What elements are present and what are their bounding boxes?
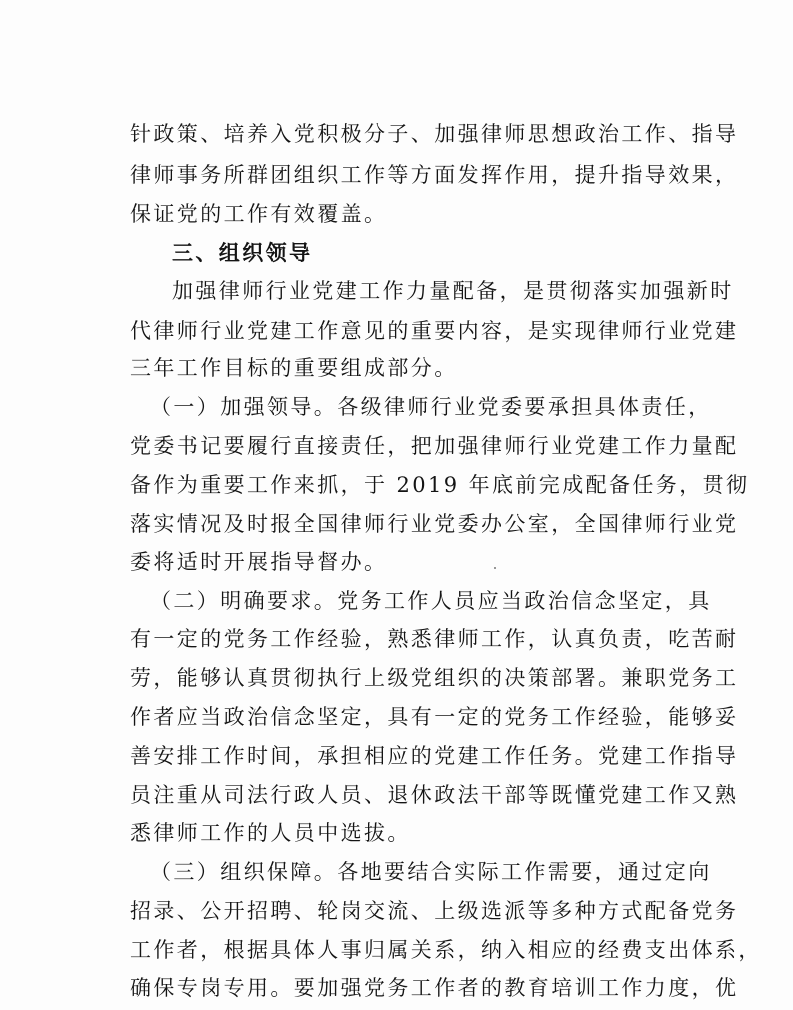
subsection-line: （二）明确要求。党务工作人员应当政治信念坚定，具 [150, 589, 712, 613]
paragraph-line: 律师事务所群团组织工作等方面发挥作用，提升指导效果， [130, 163, 739, 187]
paragraph-line: 备作为重要工作来抓，于 2019 年底前完成配备任务，贯彻 [130, 473, 750, 497]
paragraph-line: 保证党的工作有效覆盖。 [130, 202, 388, 226]
paragraph-line: 针政策、培养入党积极分子、加强律师思想政治工作、指导 [130, 122, 739, 146]
paragraph-line: 确保专岗专用。要加强党务工作者的教育培训工作力度，优 [130, 976, 739, 1000]
section-heading: 三、组织领导 [172, 241, 313, 265]
paragraph-line: 善安排工作时间，承担相应的党建工作任务。党建工作指导 [130, 744, 739, 768]
paragraph-line: 作者应当政治信念坚定，具有一定的党务工作经验，能够妥 [130, 705, 739, 729]
scan-speck [494, 567, 496, 569]
paragraph-line: 员注重从司法行政人员、退休政法干部等既懂党建工作又熟 [130, 783, 739, 807]
paragraph-line: 落实情况及时报全国律师行业党委办公室，全国律师行业党 [130, 512, 739, 536]
paragraph-line: 悉律师工作的人员中选拔。 [130, 821, 411, 845]
paragraph-line: 代律师行业党建工作意见的重要内容，是实现律师行业党建 [130, 319, 739, 343]
paragraph-line: 委将适时开展指导督办。 [130, 550, 388, 574]
paragraph-line: 有一定的党务工作经验，熟悉律师工作，认真负责，吃苦耐 [130, 627, 739, 651]
paragraph-line: 加强律师行业党建工作力量配备，是贯彻落实加强新时 [172, 279, 734, 303]
paragraph-line: 招录、公开招聘、轮岗交流、上级选派等多种方式配备党务 [130, 899, 739, 923]
subsection-line: （一）加强领导。各级律师行业党委要承担具体责任， [150, 395, 712, 419]
paragraph-line: 劳，能够认真贯彻执行上级党组织的决策部署。兼职党务工 [130, 666, 739, 690]
paragraph-line: 三年工作目标的重要组成部分。 [130, 356, 458, 380]
paragraph-line: 工作者，根据具体人事归属关系，纳入相应的经费支出体系， [130, 938, 762, 962]
subsection-line: （三）组织保障。各地要结合实际工作需要，通过定向 [150, 860, 712, 884]
paragraph-line: 党委书记要履行直接责任，把加强律师行业党建工作力量配 [130, 434, 739, 458]
